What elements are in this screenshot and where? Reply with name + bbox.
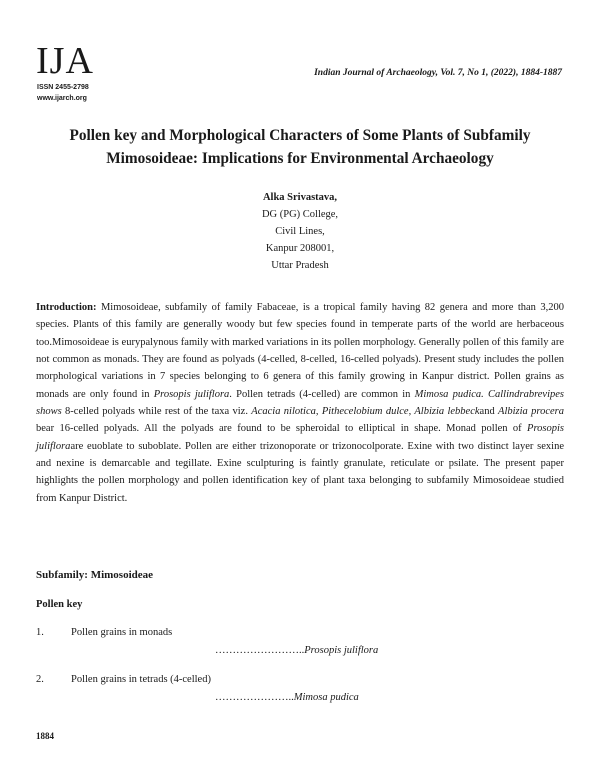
key-taxon: Prosopis juliflora bbox=[304, 645, 379, 656]
intro-italic: Acacia nilotica, Pithecelobium dulce, Albizia lebbeck bbox=[251, 406, 480, 418]
journal-citation: Indian Journal of Archaeology, Vol. 7, No 1, (2022), 1884-1887 bbox=[314, 68, 562, 78]
key-item-result bbox=[215, 692, 359, 703]
key-item-result bbox=[215, 645, 378, 656]
intro-italic: Albizia procera bbox=[498, 406, 564, 418]
introduction-paragraph bbox=[36, 299, 564, 507]
key-item-text: Pollen grains in monads bbox=[71, 627, 173, 638]
key-item-text: Pollen grains in tetrads (4-celled) bbox=[71, 674, 211, 685]
journal-logo: IJA bbox=[36, 40, 94, 82]
intro-text: . Pollen tetrads (4-celled) are common in bbox=[229, 388, 415, 400]
key-item-number: 2. bbox=[36, 674, 44, 685]
key-leader: ………………….. bbox=[215, 692, 294, 703]
key-leader: …………………….. bbox=[215, 645, 305, 656]
subfamily-heading: Subfamily: Mimosoideae bbox=[36, 569, 154, 581]
intro-italic: Prosopis juliflora bbox=[36, 423, 564, 452]
introduction-heading: Introduction: bbox=[36, 302, 97, 313]
article-title bbox=[30, 124, 570, 170]
author-block bbox=[0, 189, 600, 274]
intro-italic: Mimosa pudica. Callindrabrevipes shows bbox=[36, 388, 565, 418]
pollen-key-heading: Pollen key bbox=[36, 599, 83, 610]
issn-label: ISSN 2455-2798 bbox=[37, 84, 89, 91]
journal-website: www.ijarch.org bbox=[37, 95, 87, 102]
intro-italic: Prosopis juliflora bbox=[153, 388, 230, 400]
affiliation-line: Uttar Pradesh bbox=[271, 260, 329, 271]
key-taxon: Mimosa pudica bbox=[293, 692, 359, 703]
intro-text: Mimosoideae, subfamily of family Fabaceae, is a tropical family having 82 genera and more than 3,200 species. Plants of this family are generally woody but few species found in temperate parts of the world are herbaceous too.Mimosoideae is eurypalynous family with marked variations in its pollen morphology. Generally pollen of this family are not common as monads. They are found as polyads (4-celled, 8-celled, 16-celled polyads). Present study includes the pollen morphological variations in 7 species belonging to 6 genera of this family growing in Kanpur district. Pollen grains as monads are only found in bbox=[36, 302, 564, 400]
affiliation-line: Civil Lines, bbox=[275, 226, 325, 237]
affiliation-line: Kanpur 208001, bbox=[265, 243, 335, 254]
intro-text: bear 16-celled polyads. All the polyads are found to be spheroidal to elliptical in shape. Monad pollen of bbox=[36, 423, 528, 435]
intro-text: 8-celled polyads while rest of the taxa viz. bbox=[61, 406, 252, 418]
title-line-1: Pollen key and Morphological Characters of Some Plants of Subfamily bbox=[69, 127, 531, 144]
affiliation-line: DG (PG) College, bbox=[261, 209, 339, 220]
intro-text: and bbox=[479, 406, 499, 418]
page-number: 1884 bbox=[36, 731, 54, 741]
title-line-2: Mimosoideae: Implications for Environmental Archaeology bbox=[106, 150, 494, 167]
key-item-number: 1. bbox=[36, 627, 44, 638]
author-name: Alka Srivastava, bbox=[262, 192, 338, 203]
intro-text: are euoblate to suboblate. Pollen are either trizonoporate or trizonocolporate. Exine with two distinct layer sexine and nexine is demarcable and tegillate. Exine sculpturing is faintly granulate, reticulate or psilate. The present paper highlights the pollen morphology and pollen identification key of plant taxa belonging to subfamily Mimosoideae studied from Kanpur District. bbox=[36, 440, 564, 504]
